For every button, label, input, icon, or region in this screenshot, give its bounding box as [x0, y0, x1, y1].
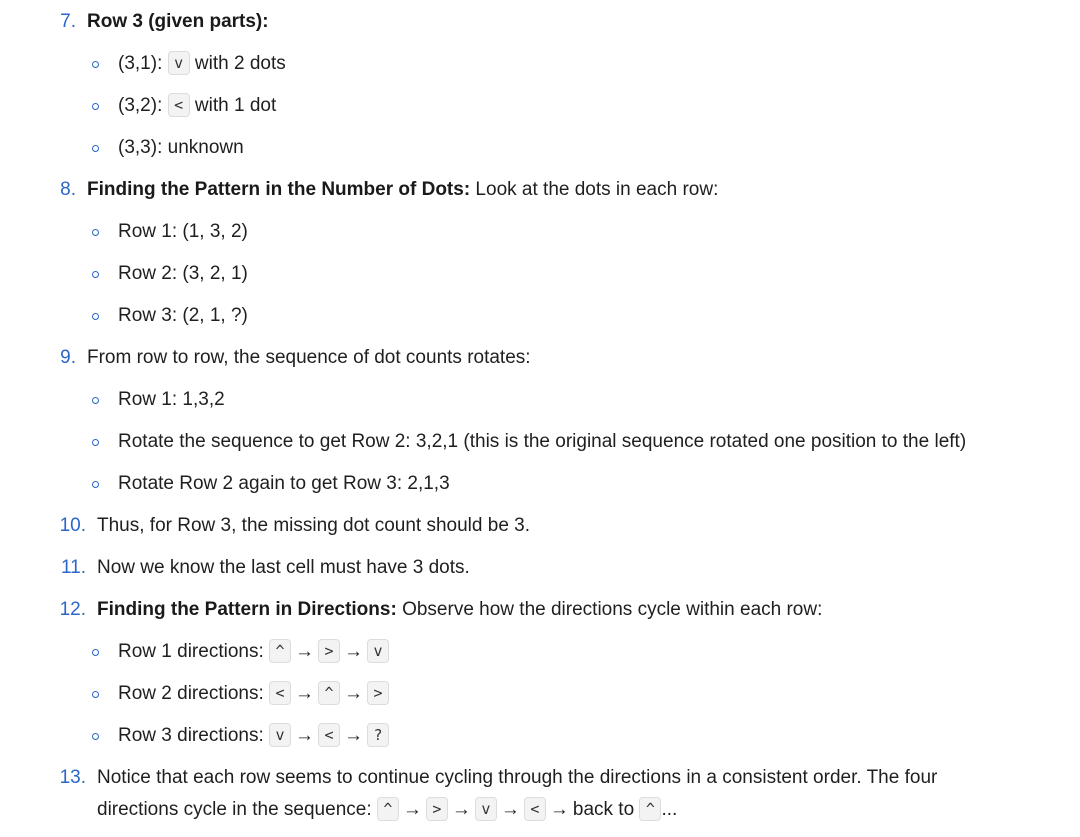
- step-number: 10.: [59, 515, 86, 536]
- direction-code: <: [168, 93, 190, 117]
- step-number: 8.: [60, 179, 76, 200]
- bullet-icon: [92, 733, 99, 740]
- direction-code: >: [426, 797, 448, 821]
- arrow-icon: →: [451, 799, 471, 820]
- bullet-icon: [92, 313, 99, 320]
- document: 7. Row 3 (given parts): (3,1): v with 2 dots (3,2): < with 1 dot (3,3): unknown 8. Finding the Pattern in the Number of Dots: Look at the dots in each row: Row 1: (1, 3, 2) Row 2: (3, 2, 1) Row 3: (2, 1, ?) 9. From row to row, the sequence of dot counts rotates: Row 1: 1,3,2 Rotate the sequence to get Row 2: 3,2,1 (this is the original sequence rotated one position to the left) Rotate Row 2 again to get Row 3: 2,1,3 10. Thus, for Row 3, the missing dot count should be 3. 11. Now we know the last cell must have 3 dots. 12. Finding the Pattern in Directions: Observe how the directions cycle within each row: Row 1 directions: ^ → > → v Row 2 directions: < → ^ → > Row 3 directions: v → < → ? 13. Notice that each row seems to continue cycling through the directions in a consistent order. The four directions cycle in the sequence: ^ → > → v → < → back to ^ ...: [0, 0, 1080, 837]
- bullet-icon: [92, 649, 99, 656]
- direction-code: v: [475, 797, 497, 821]
- arrow-icon: →: [295, 683, 315, 704]
- step-heading: Finding the Pattern in Directions:: [97, 599, 397, 620]
- step-number: 11.: [60, 557, 86, 578]
- bullet-icon: [92, 481, 99, 488]
- bullet-icon: [92, 691, 99, 698]
- arrow-icon: →: [344, 683, 364, 704]
- arrow-icon: →: [295, 641, 315, 662]
- direction-code: ?: [367, 723, 389, 747]
- direction-code: <: [269, 681, 291, 705]
- direction-code: ^: [377, 797, 399, 821]
- bullet-icon: [92, 145, 99, 152]
- direction-code: v: [168, 51, 190, 75]
- direction-code: ^: [269, 639, 291, 663]
- step-number: 13.: [59, 767, 86, 788]
- direction-code: ^: [318, 681, 340, 705]
- step-heading: Row 3 (given parts):: [87, 11, 269, 32]
- bullet-icon: [92, 439, 99, 446]
- bullet-icon: [92, 271, 99, 278]
- step-number: 12.: [59, 599, 86, 620]
- direction-code: <: [524, 797, 546, 821]
- arrow-icon: →: [402, 799, 422, 820]
- direction-code: v: [367, 639, 389, 663]
- arrow-icon: →: [500, 799, 520, 820]
- direction-code: <: [318, 723, 340, 747]
- arrow-icon: →: [344, 725, 364, 746]
- step-heading: Finding the Pattern in the Number of Dots:: [87, 179, 471, 200]
- bullet-icon: [92, 397, 99, 404]
- direction-code: ^: [639, 797, 661, 821]
- direction-code: >: [318, 639, 340, 663]
- direction-code: >: [367, 681, 389, 705]
- step-number: 7.: [60, 11, 76, 32]
- step-number: 9.: [60, 347, 76, 368]
- bullet-icon: [92, 103, 99, 110]
- bullet-icon: [92, 229, 99, 236]
- bullet-icon: [92, 61, 99, 68]
- direction-code: v: [269, 723, 291, 747]
- arrow-icon: →: [549, 799, 569, 820]
- arrow-icon: →: [295, 725, 315, 746]
- arrow-icon: →: [344, 641, 364, 662]
- step-13: 13. Notice that each row seems to continue cycling through the directions in a consistent order. The four directions cycle in the sequence: ^ → > → v → < → back to ^ ...: [0, 762, 1080, 826]
